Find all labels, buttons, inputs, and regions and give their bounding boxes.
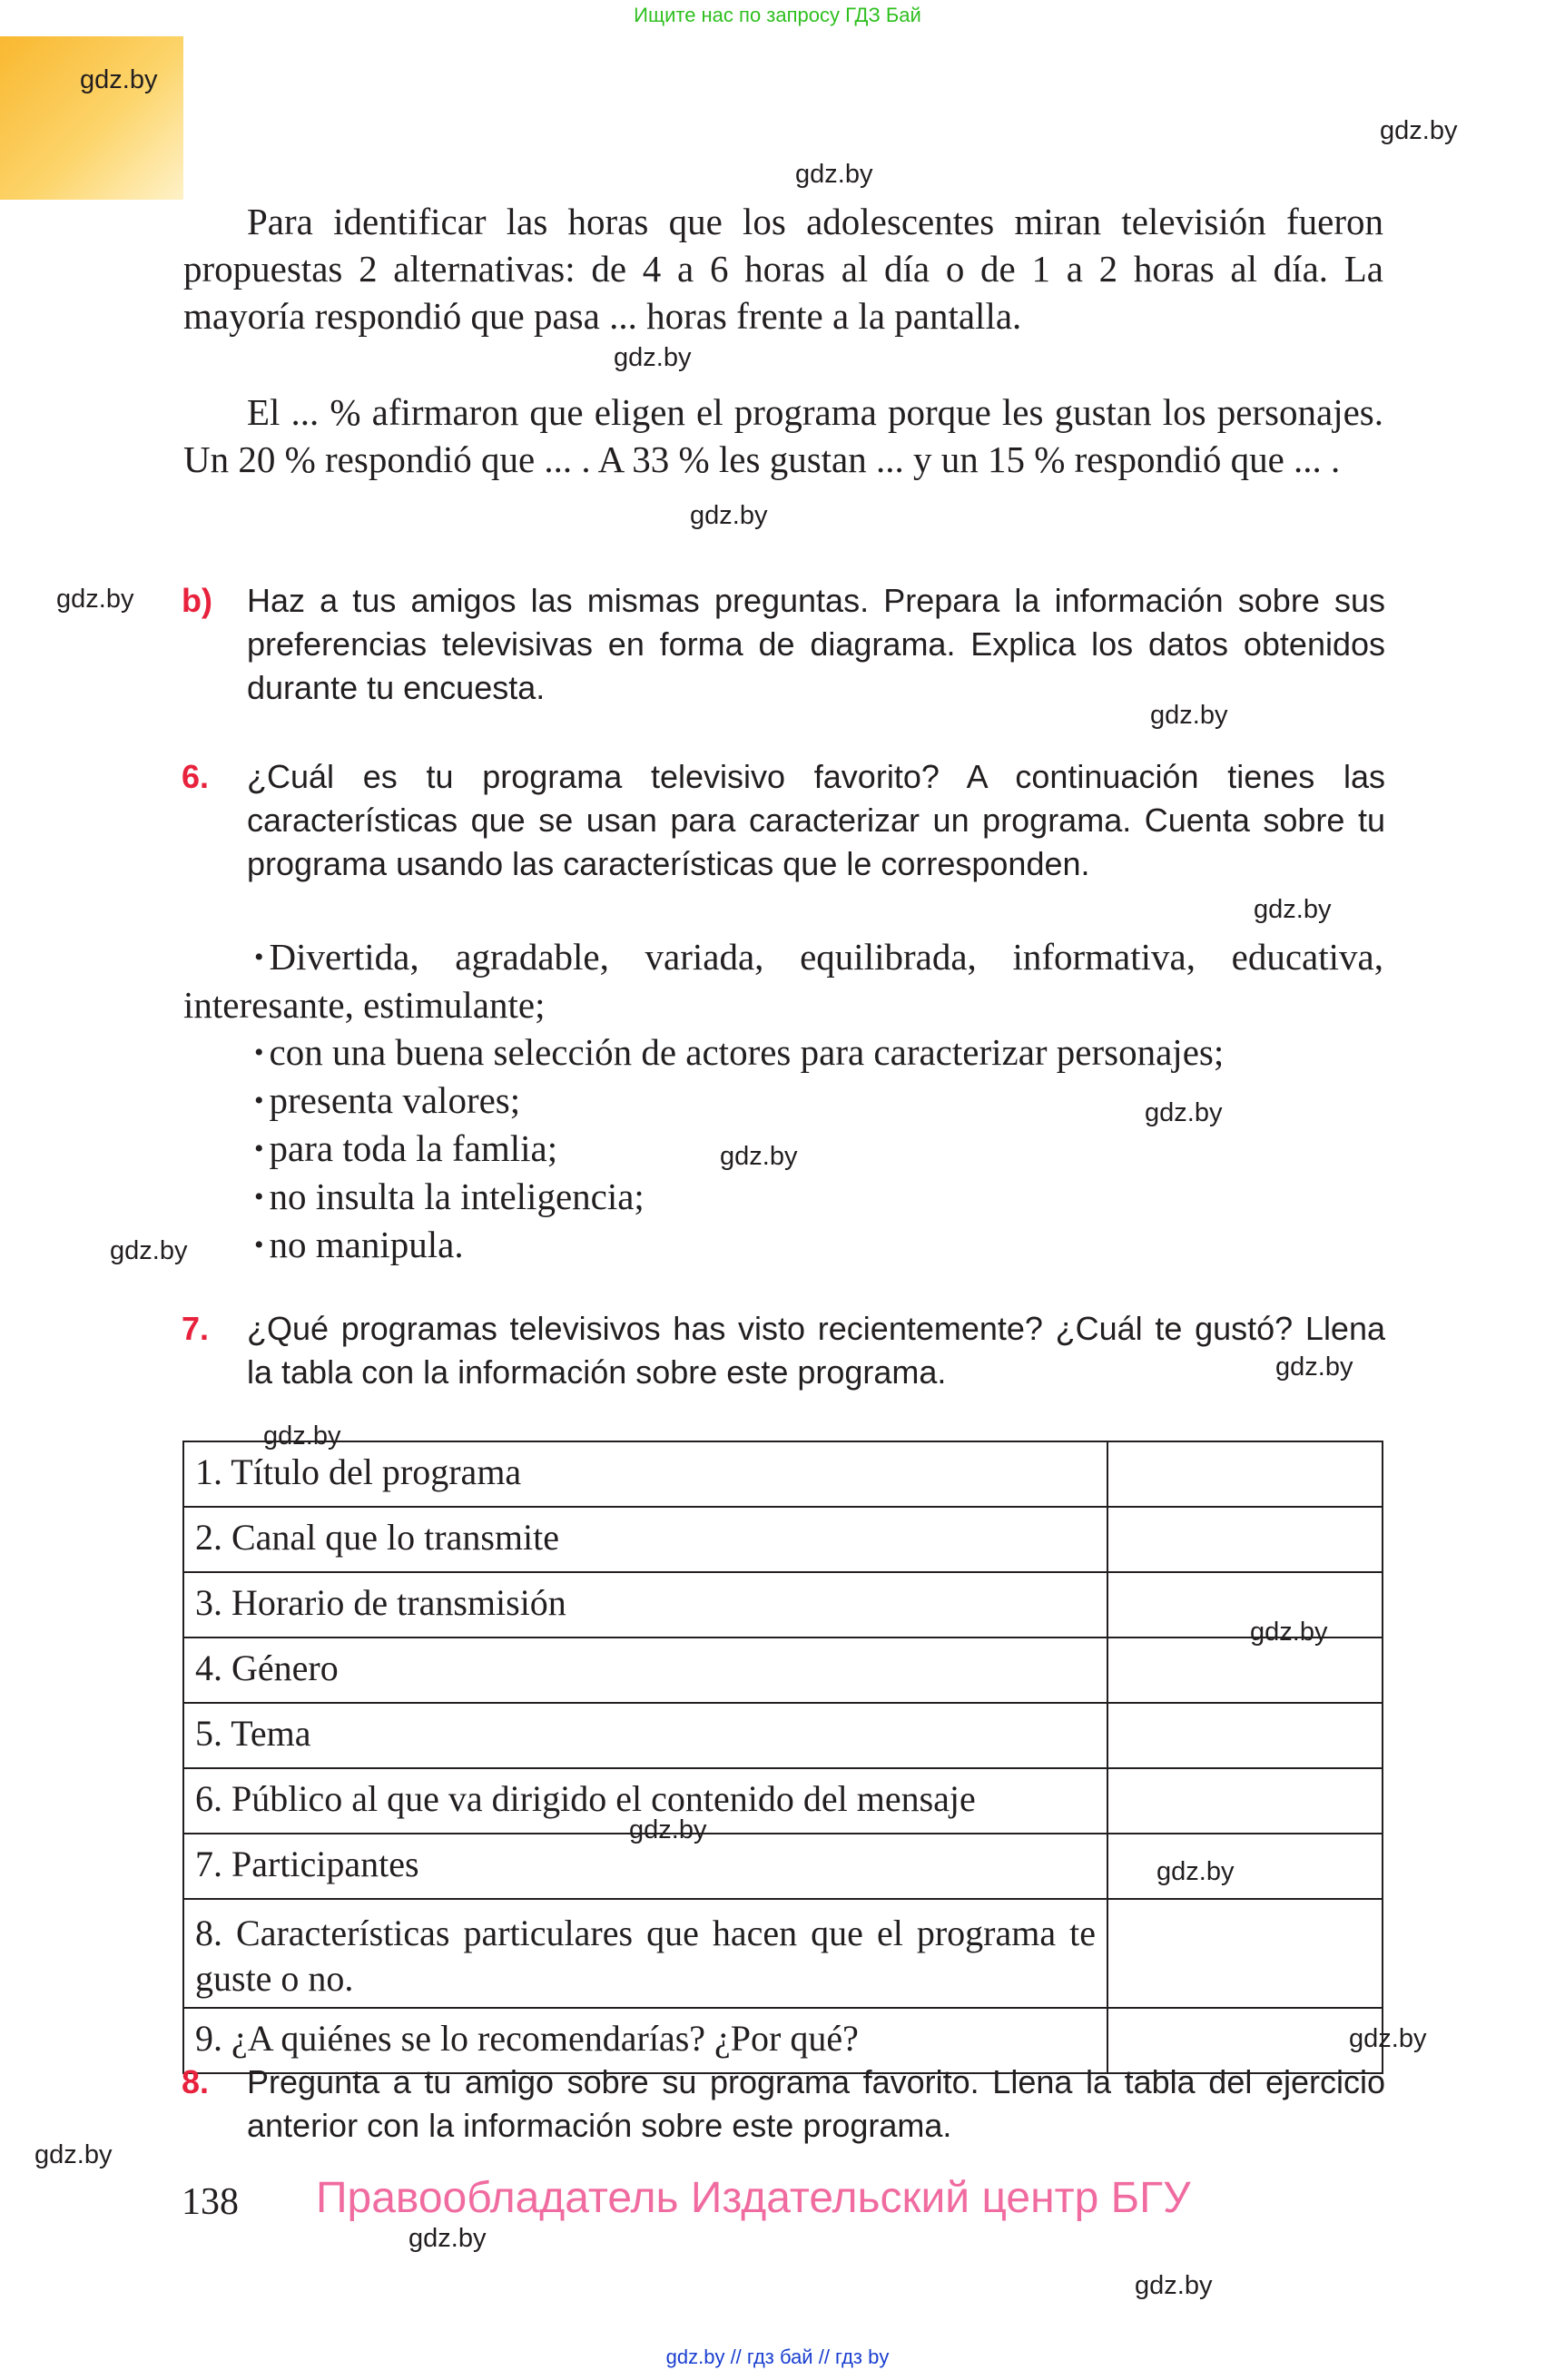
copyright-notice: Правообладатель Издательский центр БГУ: [316, 2174, 1191, 2222]
list-item: • para toda la famlia;: [254, 1127, 558, 1169]
bullet-icon: •: [254, 1182, 264, 1212]
table-cell-answer[interactable]: [1107, 1441, 1383, 1507]
watermark: gdz.by: [34, 2140, 113, 2169]
table-cell-answer[interactable]: [1107, 1703, 1383, 1768]
table-cell-answer[interactable]: [1107, 1834, 1383, 1899]
watermark: gdz.by: [1135, 2271, 1213, 2300]
table-cell-question: 4. Género: [183, 1637, 1107, 1703]
bullet-icon: •: [254, 1086, 264, 1116]
top-banner[interactable]: Ищите нас по запросу ГДЗ Бай: [634, 4, 921, 26]
exercise-number: 6.: [182, 758, 210, 795]
watermark: gdz.by: [1380, 116, 1458, 145]
characteristics-list: [183, 933, 1383, 1269]
program-info-table: [182, 1441, 1383, 2074]
table-row: [183, 1572, 1383, 1637]
watermark: gdz.by: [614, 343, 692, 372]
exercise-text: Haz a tus amigos las mismas preguntas. Prepara la información sobre sus preferencias televisivas en forma de diagrama. Explica los datos obtenidos durante tu encuesta.: [247, 582, 1385, 706]
table-cell-answer[interactable]: [1107, 1899, 1383, 2008]
table-cell-question: 5. Tema: [183, 1703, 1107, 1768]
table-cell-answer[interactable]: [1107, 1507, 1383, 1572]
table-cell-question: 1. Título del programa: [183, 1441, 1107, 1507]
list-item: • con una buena selección de actores para caracterizar personajes;: [254, 1031, 1225, 1073]
exercise-number: b): [182, 582, 212, 619]
page-number: 138: [182, 2181, 239, 2223]
exercise-6: [182, 755, 1385, 886]
table-cell-question: 6. Público al que va dirigido el contenido del mensaje: [183, 1768, 1107, 1834]
bullet-icon: •: [254, 1038, 264, 1067]
paragraph-percentages: El ... % afirmaron que eligen el programa porque les gustan los personajes. Un 20 % respondió que ... . A 33 % les gustan ... y un 15 % respondió que ... .: [183, 391, 1383, 480]
exercise-text: Pregunta a tu amigo sobre su programa favorito. Llena la tabla del ejercicio anterior con la información sobre este programa.: [247, 2063, 1385, 2144]
watermark: gdz.by: [1145, 1098, 1223, 1127]
watermark: gdz.by: [690, 501, 768, 530]
corner-decoration: [0, 36, 183, 200]
exercise-number: 7.: [182, 1310, 210, 1347]
exercise-number: 8.: [182, 2063, 210, 2100]
table-row: [183, 1768, 1383, 1834]
table-cell-question: 3. Horario de transmisión: [183, 1572, 1107, 1637]
bullet-icon: •: [254, 1230, 264, 1260]
table-cell-question: 2. Canal que lo transmite: [183, 1507, 1107, 1572]
table-row: [183, 1703, 1383, 1768]
exercise-text: ¿Qué programas televisivos has visto recientemente? ¿Cuál te gustó? Llena la tabla con la información sobre este programa.: [247, 1310, 1385, 1391]
table-cell-question: 9. ¿A quiénes se lo recomendarías? ¿Por qué?: [183, 2008, 1107, 2073]
list-item: • no insulta la inteligencia;: [254, 1175, 645, 1217]
exercise-text: ¿Cuál es tu programa televisivo favorito? A continuación tienes las características que se usan para caracterizar un programa. Cuenta sobre tu programa usando las características que le corresponden.: [247, 758, 1385, 882]
table-row: [183, 1441, 1383, 1507]
table-cell-question: 7. Participantes: [183, 1834, 1107, 1899]
watermark: gdz.by: [263, 1421, 341, 1451]
bullet-icon: •: [254, 942, 264, 972]
table-cell-question: 8. Características particulares que hacen que el programa te guste o no.: [183, 1899, 1107, 2008]
footer-links[interactable]: gdz.by // гдз бай // гдз by: [665, 2346, 890, 2368]
watermark: gdz.by: [1150, 701, 1228, 730]
bullet-icon: •: [254, 1134, 264, 1164]
watermark: gdz.by: [80, 65, 158, 94]
watermark: gdz.by: [1254, 895, 1332, 924]
watermark: gdz.by: [720, 1142, 798, 1171]
table-cell-answer[interactable]: [1107, 1572, 1383, 1637]
list-item: • Divertida, agradable, variada, equilibrada, informativa, educativa, interesante, estimulante;: [183, 936, 1383, 1026]
exercise-8: [182, 2060, 1385, 2148]
watermark: gdz.by: [1349, 2024, 1427, 2053]
watermark: gdz.by: [110, 1236, 188, 1265]
table-row: [183, 1899, 1383, 2008]
watermark: gdz.by: [1250, 1618, 1328, 1647]
watermark: gdz.by: [795, 160, 873, 189]
paragraph-hours: Para identificar las horas que los adolescentes miran televisión fueron propuestas 2 alternativas: de 4 a 6 horas al día o de 1 a 2 horas al día. La mayoría respondió que pasa ... horas frente a la pantalla.: [183, 201, 1383, 337]
list-item: • no manipula.: [254, 1224, 464, 1265]
watermark: gdz.by: [1275, 1352, 1353, 1382]
list-item: • presenta valores;: [254, 1079, 521, 1121]
watermark: gdz.by: [408, 2224, 487, 2253]
watermark: gdz.by: [1156, 1857, 1235, 1886]
exercise-7: [182, 1307, 1385, 1394]
table-row: [183, 1507, 1383, 1572]
watermark: gdz.by: [56, 585, 134, 614]
table-row: [183, 1834, 1383, 1899]
exercise-b: [182, 579, 1385, 710]
table-cell-answer[interactable]: [1107, 1768, 1383, 1834]
table-row: [183, 1637, 1383, 1703]
watermark: gdz.by: [629, 1815, 707, 1844]
table-cell-answer[interactable]: [1107, 1637, 1383, 1703]
